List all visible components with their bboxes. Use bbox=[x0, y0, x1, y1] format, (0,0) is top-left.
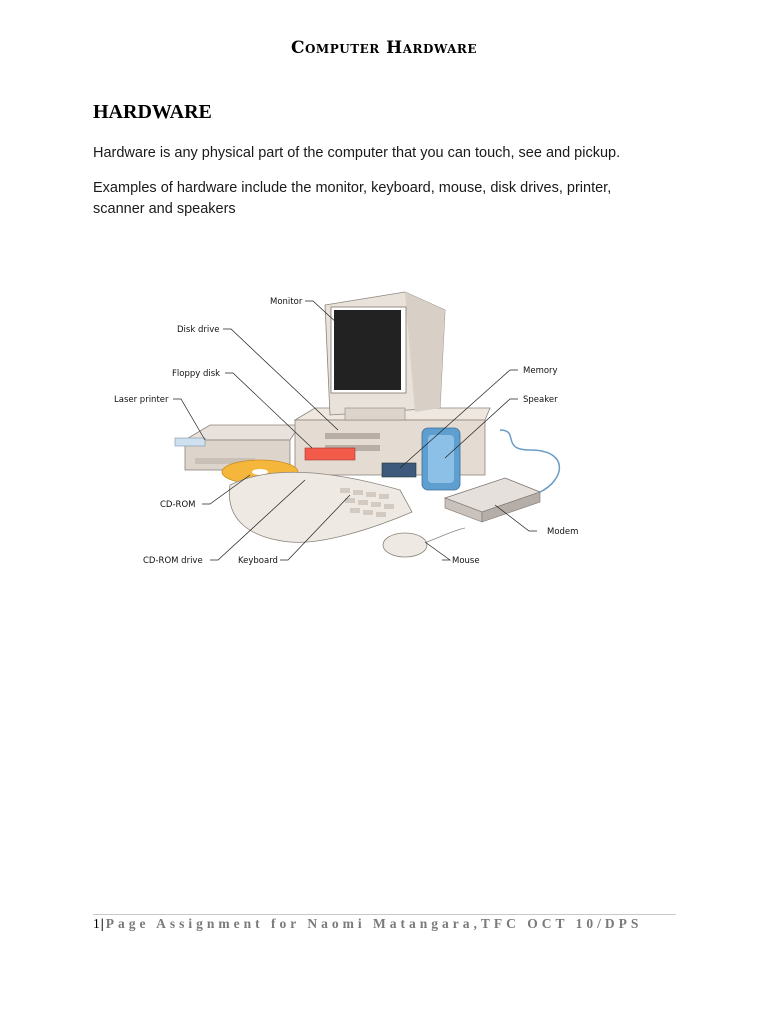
paragraph-definition: Hardware is any physical part of the computer that you can touch, see and pickup. bbox=[93, 145, 621, 161]
paragraph-examples: Examples of hardware include the monitor, keyboard, mouse, disk drives, printer, scanner and speakers bbox=[93, 180, 612, 217]
label-modem: Modem bbox=[547, 527, 579, 537]
label-speaker: Speaker bbox=[523, 395, 558, 405]
label-floppy-disk: Floppy disk bbox=[172, 369, 221, 379]
mouse-graphic bbox=[383, 528, 465, 557]
monitor-graphic bbox=[325, 292, 445, 420]
page-footer bbox=[93, 915, 676, 933]
footer-separator: | bbox=[100, 916, 106, 931]
label-keyboard: Keyboard bbox=[238, 556, 278, 566]
label-memory: Memory bbox=[523, 366, 558, 376]
label-monitor: Monitor bbox=[270, 297, 303, 307]
page-title: Computer Hardware bbox=[290, 38, 478, 58]
section-heading: HARDWARE bbox=[93, 101, 212, 123]
keyboard-graphic bbox=[229, 472, 412, 542]
memory-graphic bbox=[382, 463, 416, 477]
label-cd-rom: CD-ROM bbox=[160, 500, 196, 510]
footer-text: Page Assignment for Naomi Matangara,TFC OCT 10/DPS bbox=[105, 916, 643, 931]
computer-hardware-illustration bbox=[100, 280, 590, 575]
label-cd-rom-drive: CD-ROM drive bbox=[143, 556, 203, 566]
speaker-graphic bbox=[422, 428, 460, 490]
label-disk-drive: Disk drive bbox=[177, 325, 220, 335]
label-mouse: Mouse bbox=[452, 556, 480, 566]
page-number: 1 bbox=[93, 916, 101, 931]
label-laser-printer: Laser printer bbox=[114, 395, 169, 405]
